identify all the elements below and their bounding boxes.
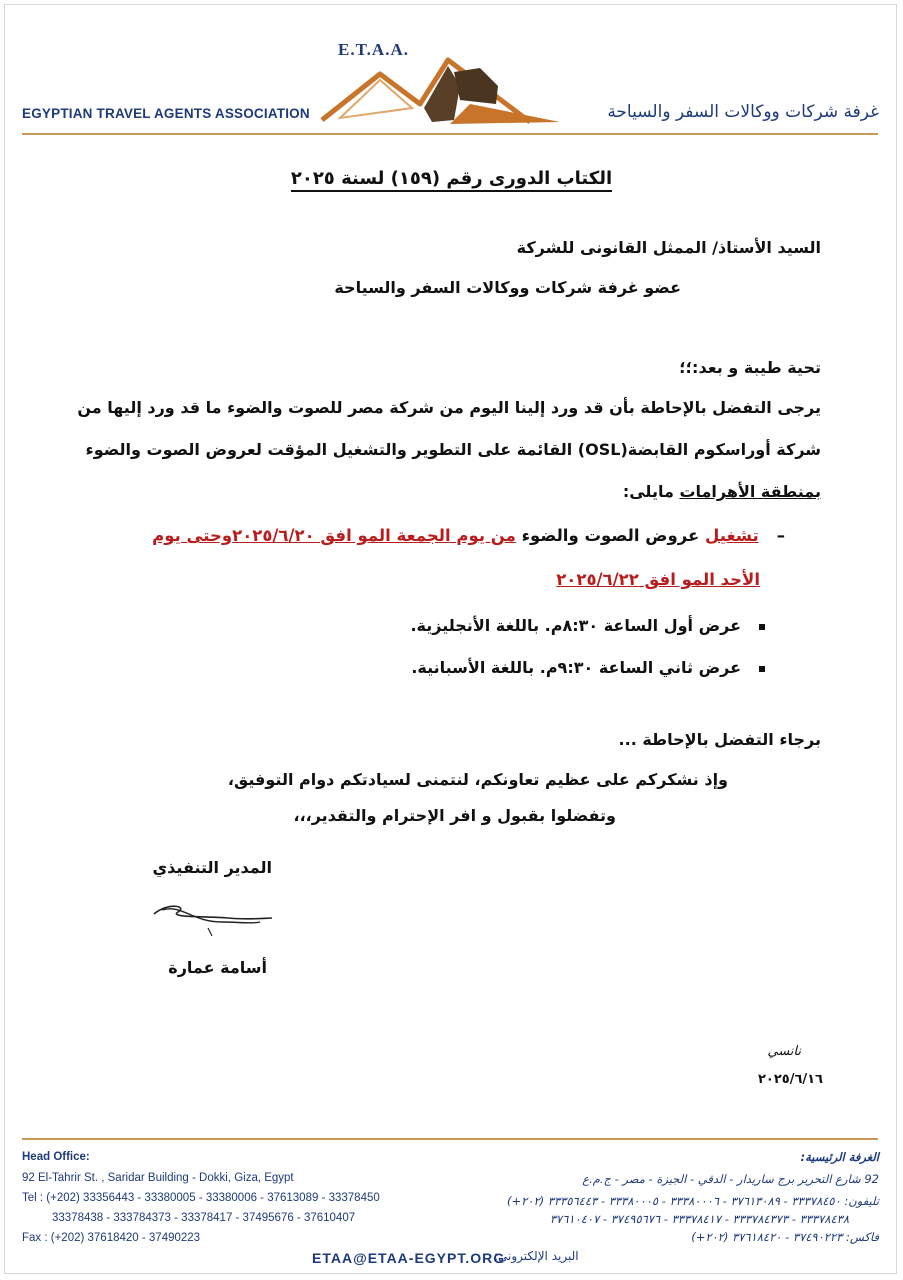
email-label: البريد الإلكتروني: (494, 1249, 579, 1263)
body-paragraph-line-2: شركة أوراسكوم القابضة(OSL) القائمة على التطوير والتشغيل المؤقت لعروض الصوت والضوء (85, 440, 821, 459)
telephone-arabic-1: تليفون: ٣٣٣٧٨٤٥٠ - ٣٧٦١٣٠٨٩ - ٣٣٣٨٠٠٠٦ - ٣٣٣٨٠٠٠٥ - ٣٣٣٥٦٤٤٣ (٢٠٢+) (506, 1194, 879, 1208)
pyramids-logo-icon (320, 52, 570, 130)
show-item: عرض ثاني الساعة ٩:٣٠م. باللغة الأسبانية. (411, 658, 765, 677)
body-paragraph-line-1: يرجى التفضل بالإحاطة بأن قد ورد إلينا اليوم من شركة مصر للصوت والضوء ما قد ورد إليها من (77, 398, 821, 417)
document-date: ٢٠٢٥/٦/١٦ (757, 1072, 823, 1087)
body-paragraph-line-3: بمنطقة الأهرامات مايلى: (622, 482, 821, 501)
initials: نانسي (767, 1044, 801, 1059)
signatory-name: أسامة عمارة (168, 958, 267, 977)
org-name-english: EGYPTIAN TRAVEL AGENTS ASSOCIATION (22, 106, 310, 121)
telephone-english-1: Tel : (+202) 33356443 - 33380005 - 33380006 - 37613089 - 33378450 (22, 1192, 380, 1204)
pyramids-area: بمنطقة الأهرامات (679, 482, 821, 501)
header-divider (22, 133, 878, 135)
closing-line-1: برجاء التفضل بالإحاطة ... (618, 730, 821, 749)
square-bullet-icon (759, 624, 765, 630)
signatory-title: المدير التنفيذي (152, 858, 272, 877)
circular-title: الكتاب الدورى رقم (١٥٩) لسنة ٢٠٢٥ (0, 168, 903, 189)
closing-line-2: وإذ نشكركم على عظيم تعاونكم، لنتمنى لسيادتكم دوام التوفيق، (227, 770, 728, 789)
org-name-arabic: غرفة شركات ووكالات السفر والسياحة (607, 102, 879, 122)
address-arabic: 92 شارع التحرير برج ساريدار - الدقي - الجيزة - مصر - ج.م.ع (582, 1172, 879, 1186)
operation-keyword: تشغيل (704, 526, 759, 545)
operation-item-line-1: –تشغيل عروض الصوت والضوء من يوم الجمعة المو افق ٢٠٢٥/٦/٢٠وحتى يوم (152, 526, 785, 545)
dash-bullet: – (776, 526, 785, 545)
head-office-label: Head Office: (22, 1151, 90, 1163)
operation-dates: من يوم الجمعة المو افق ٢٠٢٥/٦/٢٠وحتى يوم (152, 526, 516, 545)
square-bullet-icon (759, 666, 765, 672)
signature-icon (148, 892, 278, 942)
org-abbreviation: E.T.A.A. (338, 40, 409, 59)
head-office-label-arabic: الغرفة الرئيسية: (800, 1150, 879, 1164)
email-address[interactable]: ETAA@ETAA-EGYPT.ORG (312, 1250, 506, 1266)
fax-arabic: فاكس: ٣٧٤٩٠٢٢٣ - ٣٧٦١٨٤٢٠ (٢٠٢+) (691, 1230, 879, 1244)
show-item: عرض أول الساعة ٨:٣٠م. باللغة الأنجليزية. (410, 616, 765, 635)
telephone-arabic-2: ٣٣٣٧٨٤٣٨ - ٣٣٣٧٨٤٣٧٣ - ٣٣٣٧٨٤١٧ - ٣٧٤٩٥٦٧٦ - ٣٧٦١٠٤٠٧ (549, 1212, 849, 1226)
footer-divider (22, 1138, 878, 1140)
closing-line-3: وتفضلوا بقبول و افر الإحترام والتقدير،،، (293, 806, 616, 825)
operation-item-line-2: الأحد المو افق ٢٠٢٥/٦/٢٢ (556, 570, 760, 589)
recipient-line-2: عضو غرفة شركات ووكالات السفر والسياحة (334, 278, 681, 297)
fax-english: Fax : (+202) 37618420 - 37490223 (22, 1232, 201, 1244)
recipient-line-1: السيد الأستاذ/ الممثل القانونى للشركة (516, 238, 821, 257)
telephone-english-2: 33378438 - 333784373 - 33378417 - 37495676 - 37610407 (52, 1212, 356, 1224)
greeting: تحية طيبة و بعد:؛؛ (679, 358, 821, 377)
address-english: 92 El-Tahrir St. , Saridar Building - Dokki, Giza, Egypt (22, 1172, 294, 1184)
